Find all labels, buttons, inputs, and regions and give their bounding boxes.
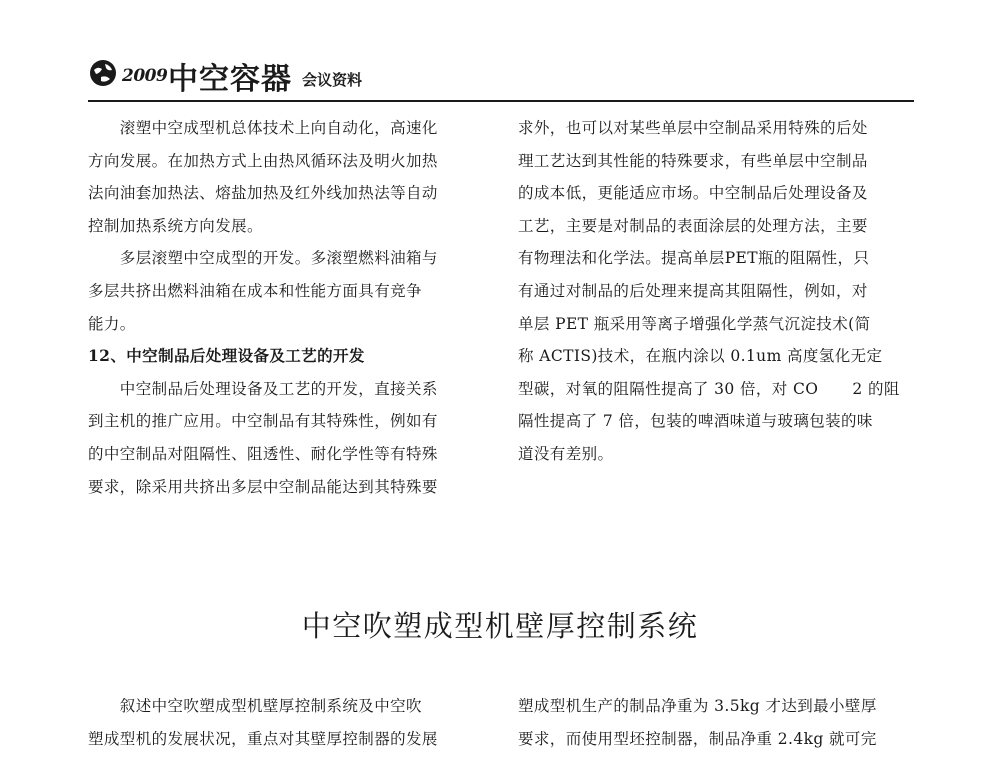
text-line: 多层滚塑中空成型的开发。多滚塑燃料油箱与 (88, 249, 438, 268)
header-title: 中空容器 (168, 62, 292, 97)
text-line: 的成本低，更能适应市场。中空制品后处理设备及 (518, 184, 868, 203)
text-line-co2 (518, 373, 900, 406)
section-heading: 12、中空制品后处理设备及工艺的开发 (88, 346, 365, 366)
text-line: 的中空制品对阻隔性、阻透性、耐化学性等有特殊 (88, 444, 438, 463)
text-line: 称 ACTIS)技术，在瓶内涂以 0.1um 高度氢化无定 (518, 347, 883, 366)
co2-text-after: 2 的阻 (852, 379, 900, 398)
text-line: 塑成型机生产的制品净重为 3.5kg 才达到最小壁厚 (518, 697, 877, 715)
text-line: 法向油套加热法、熔盐加热及红外线加热法等自动 (88, 184, 438, 203)
text-line: 到主机的推广应用。中空制品有其特殊性，例如有 (88, 412, 438, 431)
text-line: 有通过对制品的后处理来提高其阻隔性，例如，对 (518, 281, 868, 300)
right-column (518, 112, 900, 471)
article-title: 中空吹塑成型机壁厚控制系统 (301, 609, 699, 643)
text-line: 求外，也可以对某些单层中空制品采用特殊的后处 (518, 119, 868, 137)
text-line: 理工艺达到其性能的特殊要求，有些单层中空制品 (518, 151, 868, 170)
page-header (88, 52, 914, 100)
left-column (88, 112, 438, 503)
text-line: 工艺，主要是对制品的表面涂层的处理方法，主要 (518, 216, 868, 235)
text-line: 多层共挤出燃料油箱在成本和性能方面具有竞争 (88, 281, 422, 300)
text-line: 要求，而使用型坯控制器，制品净重 2.4kg 就可完 (518, 729, 877, 748)
text-line: 要求，除采用共挤出多层中空制品能达到其特殊要 (88, 477, 438, 496)
text-line: 单层 PET 瓶采用等离子增强化学蒸气沉淀技术(简 (518, 314, 871, 333)
text-line: 中空制品后处理设备及工艺的开发，直接关系 (88, 379, 438, 398)
text-line: 方向发展。在加热方式上由热风循环法及明火加热 (88, 151, 438, 170)
text-line: 控制加热系统方向发展。 (88, 216, 263, 235)
text-line: 隔性提高了 7 倍，包装的啤酒味道与玻璃包装的味 (518, 412, 873, 431)
text-line: 滚塑中空成型机总体技术上向自动化，高速化 (88, 119, 438, 137)
article-right-column (518, 690, 877, 755)
header-year: 2009 (122, 66, 168, 86)
text-line: 有物理法和化学法。提高单层PET瓶的阻隔性，只 (518, 249, 870, 268)
article-left-column (88, 690, 438, 755)
text-line: 能力。 (88, 314, 136, 333)
text-line: 塑成型机的发展状况，重点对其壁厚控制器的发展 (88, 729, 438, 748)
header-subtitle: 会议资料 (302, 71, 363, 89)
co2-text-before: 型碳，对氧的阻隔性提高了 30 倍，对 CO (518, 379, 819, 398)
text-line: 叙述中空吹塑成型机壁厚控制系统及中空吹 (88, 697, 422, 715)
text-line: 道没有差别。 (518, 444, 614, 463)
header-divider (88, 100, 914, 102)
globe-logo-icon (88, 58, 118, 88)
